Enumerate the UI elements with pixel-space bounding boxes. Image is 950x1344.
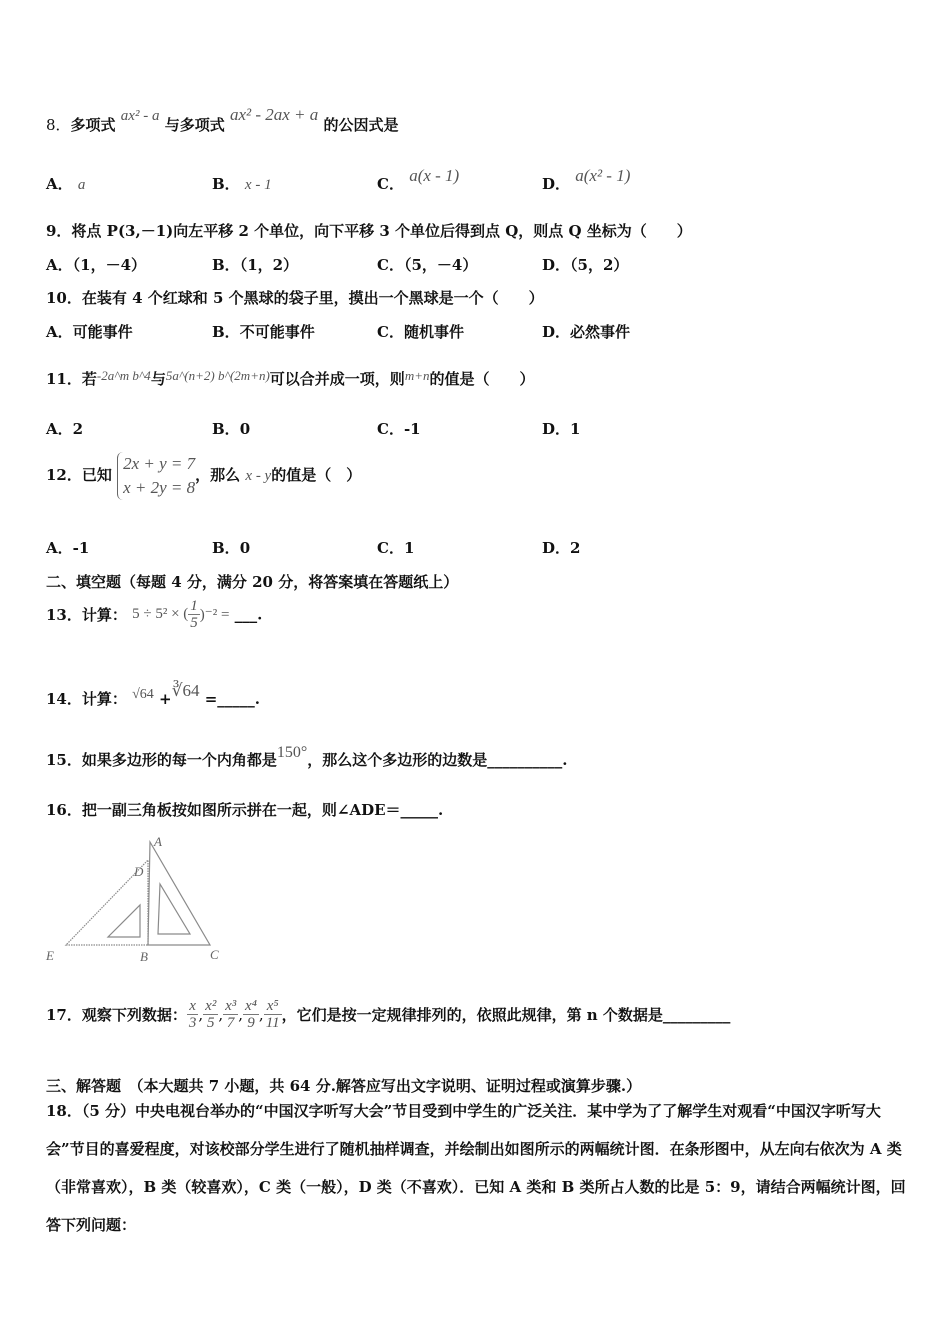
question-18: 18．（5 分）中央电视台举办的“中国汉字听写大会”节目受到中学生的广泛关注．某中学为了了解学生对观看“中国汉字听写大会”节目的喜爱程度，对该校部分学生进行了随机抽样调查，并绘制出如图所示的两幅统计图．在条形图中，从左向右依次为 A 类（非常喜欢），B 类（较喜欢），C 类（一般），D 类（不喜欢）．已知 A 类和 B 类所占人数的比是 5：9，请结合两幅统计图，回答下列问题： — [46, 1102, 906, 1234]
q10-option-c-label: C． — [377, 323, 404, 341]
q8-text-2: 与多项式 — [164, 116, 225, 134]
q12-text-2: 的值是（ ） — [271, 466, 362, 484]
q8-option-c-value: a(x - 1) — [409, 166, 460, 185]
q9-option-c-label: C． — [377, 256, 404, 274]
q8-option-d-label: D． — [542, 175, 571, 193]
question-15 — [46, 744, 568, 770]
q8-option-c-label: C． — [377, 175, 404, 193]
q8-option-b — [212, 173, 272, 194]
label-e: E — [46, 948, 54, 963]
q11-option-d-label: D． — [542, 420, 571, 438]
q8-option-c — [377, 166, 460, 194]
q14-blank: =_____. — [204, 690, 260, 708]
q11-option-c-value: -1 — [403, 420, 421, 438]
q10-option-a-label: A． — [46, 323, 73, 341]
q10-option-d-value: 必然事件 — [570, 323, 631, 341]
q15-text-2: ，那么这个多边形的边数是__________. — [307, 751, 568, 769]
question-8 — [46, 105, 399, 135]
q14-plus: + — [159, 690, 172, 708]
q15-angle: 150° — [276, 744, 308, 761]
section-3-heading: 三、解答题 （本大题共 7 小题，共 64 分.解答应写出文字说明、证明过程或演算步骤.） — [46, 1077, 642, 1095]
label-d: D — [134, 864, 144, 879]
q10-option-c — [377, 321, 464, 342]
q10-option-b-label: B． — [212, 323, 240, 341]
q12-option-a — [46, 537, 89, 558]
question-17: 17．观察下列数据： $\frac{x}{3}$ , $\frac{\text{x²}}{5}$ , $\frac{\text{x³}}{7}$ , $\frac{\text{x⁴}}{9}$ , $\frac{\text{x⁵}}{11}$ ，它们是按一定规律排列的，依照此规律，第 n 个数据是_________ — [46, 998, 731, 1031]
q17-fraction-3-denominator: 7 — [226, 1015, 235, 1031]
q17-text-1: 17．观察下列数据： — [46, 1006, 187, 1024]
q10-option-a-value: 可能事件 — [72, 323, 133, 341]
section-2-heading: 二、填空题（每题 4 分，满分 20 分，将答案填在答题纸上） — [46, 573, 459, 591]
q17-fraction-1-denominator: 3 — [188, 1015, 197, 1031]
q17-fraction-5-numerator: x⁵ — [264, 998, 282, 1015]
q9-option-a — [46, 254, 146, 275]
q8-text-3: 的公因式是 — [323, 116, 399, 134]
q12-equation-system — [117, 452, 195, 500]
q12-option-d-value: 2 — [570, 539, 581, 557]
q11-text-2: 可以合并成一项，则 — [269, 370, 405, 388]
q17-fraction-4 — [243, 998, 259, 1031]
q11-text-1: 与 — [150, 370, 166, 388]
q11-option-c — [377, 418, 421, 439]
q12-option-b — [212, 537, 250, 558]
q12-option-b-value: 0 — [239, 539, 251, 557]
q12-option-a-value: -1 — [72, 539, 90, 557]
q17-fraction-4-numerator: x⁴ — [245, 998, 257, 1014]
q8-option-a — [46, 173, 85, 194]
q9-option-c-value: （5，－4） — [403, 256, 478, 274]
q12-option-c-label: C． — [377, 539, 404, 557]
q10-option-b — [212, 321, 315, 342]
q11-option-b-label: B． — [212, 420, 240, 438]
q11-text-3: 的值是（ ） — [429, 370, 535, 388]
question-14 — [46, 681, 260, 709]
q17-fraction-2-numerator: x² — [205, 998, 217, 1014]
q9-option-b-value: （1，2） — [239, 256, 299, 274]
q13-label: 13．计算： — [46, 606, 127, 624]
q8-option-b-value: x - 1 — [244, 177, 272, 193]
q8-option-d-value: a(x² - 1) — [575, 166, 631, 185]
q12-option-d-label: D． — [542, 539, 571, 557]
q10-option-d — [542, 321, 630, 342]
label-c: C — [210, 947, 219, 962]
q11-option-a — [46, 418, 83, 439]
q11-option-b-value: 0 — [239, 420, 251, 438]
q17-fraction-3 — [223, 998, 238, 1031]
q9-option-d — [542, 254, 628, 275]
q8-text-1: 多项式 — [70, 116, 116, 134]
q17-fraction-5 — [264, 998, 282, 1031]
question-9: 9．将点 P(3,－1)向左平移 2 个单位，向下平移 3 个单位后得到点 Q，则点 Q 坐标为（ ） — [46, 222, 692, 240]
right-triangle — [148, 842, 210, 945]
q11-option-d-value: 1 — [570, 420, 581, 438]
q17-fraction-5-denominator: 11 — [265, 1015, 280, 1031]
label-b: B — [140, 949, 148, 964]
q12-option-a-label: A． — [46, 539, 73, 557]
q8-option-b-label: B． — [212, 175, 240, 193]
q12-text-1: ，那么 — [195, 466, 241, 484]
q8-option-d — [542, 166, 631, 194]
q14-expr-1: √64 — [132, 687, 154, 702]
q11-expr-2: 5a^(n+2) b^(2m+n) — [165, 368, 270, 383]
q12-option-b-label: B． — [212, 539, 240, 557]
question-11 — [46, 368, 535, 389]
q10-option-c-value: 随机事件 — [403, 323, 464, 341]
q17-fraction-4-denominator: 9 — [247, 1015, 255, 1031]
q11-expr-1: -2a^m b^4 — [96, 368, 151, 383]
q11-option-d — [542, 418, 580, 439]
q10-option-a — [46, 321, 133, 342]
q15-text-1: 15．如果多边形的每一个内角都是 — [46, 751, 277, 769]
q9-option-c — [377, 254, 477, 275]
q17-fraction-2-denominator: 5 — [206, 1015, 215, 1031]
q8-expr-1: ax² - a — [120, 108, 160, 124]
q9-option-b-label: B． — [212, 256, 240, 274]
q12-number: 12．已知 — [46, 466, 112, 484]
q12-equation-2: x + 2y = 8 — [123, 478, 196, 497]
q13-blank: ___. — [234, 605, 263, 624]
question-16: 16．把一副三角板按如图所示拼在一起，则∠ADE＝_____. — [46, 801, 444, 819]
q13-fraction-numerator: 1 — [190, 598, 198, 614]
q10-option-b-value: 不可能事件 — [239, 323, 315, 341]
q13-expr-1: 5 ÷ 5² × ( — [132, 606, 189, 622]
q9-option-d-label: D． — [542, 256, 571, 274]
q8-option-a-value: a — [77, 177, 86, 193]
question-13 — [46, 598, 262, 631]
q11-expr-3: m+n — [404, 368, 430, 383]
q12-expr: x - y — [245, 468, 272, 484]
q12-option-c — [377, 537, 414, 558]
q17-fraction-1-numerator: x — [187, 998, 199, 1015]
left-triangle-hole — [108, 905, 140, 937]
q11-option-b — [212, 418, 250, 439]
q12-option-d — [542, 537, 580, 558]
q10-option-d-label: D． — [542, 323, 571, 341]
question-10: 10．在装有 4 个红球和 5 个黑球的袋子里，摸出一个黑球是一个（ ） — [46, 289, 544, 307]
q12-option-c-value: 1 — [403, 539, 415, 557]
q9-option-b — [212, 254, 298, 275]
q9-option-a-value: （1，－4） — [72, 256, 147, 274]
q12-equation-1: 2x + y = 7 — [123, 454, 196, 473]
q14-label: 14．计算： — [46, 690, 127, 708]
q8-option-a-label: A． — [46, 175, 73, 193]
q17-fraction-2 — [203, 998, 218, 1031]
q14-expr-2: ∛64 — [171, 681, 200, 700]
label-a: A — [154, 834, 162, 849]
q8-expr-2: ax² - 2ax + a — [229, 105, 319, 124]
q13-fraction-denominator: 5 — [190, 615, 198, 631]
q11-option-c-label: C． — [377, 420, 404, 438]
q11-option-a-label: A． — [46, 420, 73, 438]
q13-fraction — [188, 598, 200, 631]
q17-fraction-1 — [187, 998, 199, 1031]
q17-fraction-3-numerator: x³ — [225, 998, 237, 1014]
q8-number: 8． — [46, 116, 71, 134]
q11-number: 11．若 — [46, 370, 97, 388]
q9-option-a-label: A． — [46, 256, 73, 274]
q13-expr-2: )⁻² = — [199, 607, 230, 623]
right-triangle-hole — [158, 884, 190, 934]
q11-option-a-value: 2 — [72, 420, 84, 438]
q9-option-d-value: （5，2） — [570, 256, 629, 274]
q17-text-2: ，它们是按一定规律排列的，依照此规律，第 n 个数据是_________ — [281, 1006, 731, 1024]
question-12 — [46, 452, 361, 500]
triangle-set-figure — [40, 832, 240, 972]
